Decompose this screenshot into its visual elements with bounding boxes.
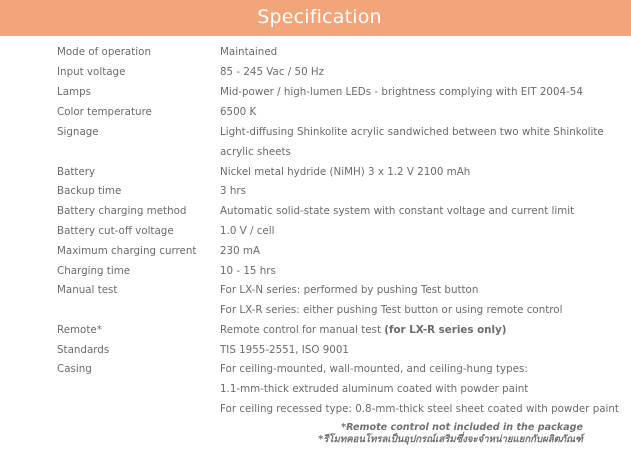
spec-label-remote: Remote* <box>57 324 102 336</box>
spec-value-lamps: Mid-power / high-lumen LEDs - brightness complying with EIT 2004-54 <box>220 86 583 98</box>
spec-label-manual-test: Manual test <box>57 284 118 296</box>
spec-value-casing-line-3: For ceiling recessed type: 0.8-mm-thick steel sheet coated with powder paint <box>220 403 619 415</box>
spec-label-backup-time: Backup time <box>57 185 122 197</box>
spec-value-battery-cutoff-voltage: 1.0 V / cell <box>220 225 275 237</box>
spec-label-charging-time: Charging time <box>57 265 131 277</box>
spec-value-remote <box>220 323 506 337</box>
footnote-english: *Remote control not included in the package <box>341 422 583 433</box>
spec-value-mode-of-operation: Maintained <box>220 46 278 58</box>
specification-header <box>0 0 631 36</box>
spec-value-input-voltage: 85 - 245 Vac / 50 Hz <box>220 66 325 78</box>
spec-label-casing: Casing <box>57 363 92 375</box>
spec-value-signage-line-2: acrylic sheets <box>220 146 291 158</box>
spec-label-input-voltage: Input voltage <box>57 66 126 78</box>
spec-value-casing-line-2: 1.1-mm-thick extruded aluminum coated with powder paint <box>220 383 529 395</box>
spec-label-battery-charging-method: Battery charging method <box>57 205 187 217</box>
spec-value-manual-test-line-2: For LX-R series: either pushing Test button or using remote control <box>220 304 563 316</box>
spec-value-color-temperature: 6500 K <box>220 106 257 118</box>
page-title: Specification <box>257 6 382 28</box>
footnote-thai: *รีโมทคอนโทรลเป็นอุปกรณ์เสริมซึ่งจะจำหน่ายแยกกับผลิตภัณฑ์ <box>318 434 583 445</box>
spec-value-battery: Nickel metal hydride (NiMH) 3 x 1.2 V 2100 mAh <box>220 166 471 178</box>
spec-value-casing-line-1: For ceiling-mounted, wall-mounted, and ceiling-hung types: <box>220 363 528 375</box>
spec-label-mode-of-operation: Mode of operation <box>57 46 151 58</box>
spec-value-charging-time: 10 - 15 hrs <box>220 265 276 277</box>
spec-value-manual-test-line-1: For LX-N series: performed by pushing Test button <box>220 284 479 296</box>
spec-label-battery-cutoff-voltage: Battery cut-off voltage <box>57 225 174 237</box>
spec-value-standards: TIS 1955-2551, ISO 9001 <box>220 344 349 356</box>
spec-value-signage-line-1: Light-diffusing Shinkolite acrylic sandwiched between two white Shinkolite <box>220 126 604 138</box>
spec-value-remote-text: Remote control for manual test <box>220 324 382 336</box>
spec-label-max-charging-current: Maximum charging current <box>57 245 197 257</box>
spec-value-battery-charging-method: Automatic solid-state system with constant voltage and current limit <box>220 205 575 217</box>
spec-label-color-temperature: Color temperature <box>57 106 152 118</box>
spec-label-signage: Signage <box>57 126 99 138</box>
spec-label-battery: Battery <box>57 166 96 178</box>
spec-value-remote-emphasis: (for LX-R series only) <box>384 324 507 336</box>
spec-value-backup-time: 3 hrs <box>220 185 246 197</box>
spec-value-max-charging-current: 230 mA <box>220 245 261 257</box>
spec-label-standards: Standards <box>57 344 110 356</box>
spec-label-lamps: Lamps <box>57 86 91 98</box>
